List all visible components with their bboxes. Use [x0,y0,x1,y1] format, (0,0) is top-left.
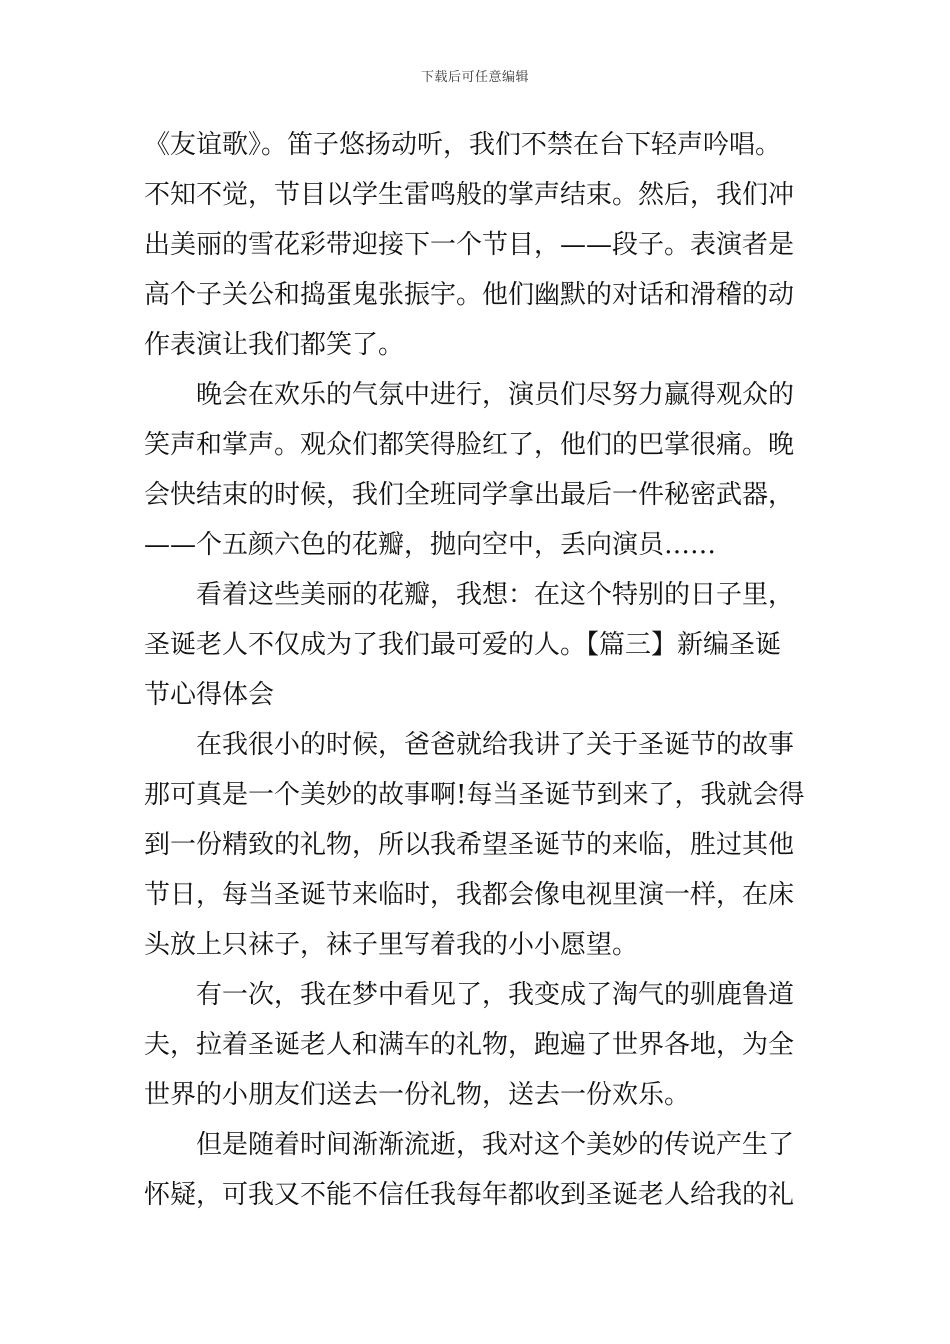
text-line: 到一份精致的礼物，所以我希望圣诞节的来临，胜过其他 [144,830,795,860]
paragraph-start-line: 但是随着时间渐渐流逝，我对这个美妙的传说产生了 [196,1130,795,1160]
text-line: 作表演让我们都笑了。 [144,330,405,360]
text-line: 《友谊歌》。笛子悠扬动听，我们不禁在台下轻声吟唱。 [144,130,782,160]
text-line: 会快结束的时候，我们全班同学拿出最后一件秘密武器， [144,480,795,510]
text-line: ——个五颜六色的花瓣，抛向空中，丢向演员…… [144,530,717,560]
text-line: 怀疑，可我又不能不信任我每年都收到圣诞老人给我的礼 [144,1180,795,1210]
text-line: 笑声和掌声。观众们都笑得脸红了，他们的巴掌很痛。晚 [144,430,795,460]
text-line: 那可真是一个美妙的故事啊!每当圣诞节到来了，我就会得 [144,780,805,810]
paragraph-start-line: 有一次，我在梦中看见了，我变成了淘气的驯鹿鲁道 [196,980,795,1010]
document-body [144,120,814,1220]
text-line: 不知不觉，节目以学生雷鸣般的掌声结束。然后，我们冲 [144,180,795,210]
text-line: 高个子关公和捣蛋鬼张振宇。他们幽默的对话和滑稽的动 [144,280,795,310]
page-header: 下载后可任意编辑 [420,70,529,85]
text-line: 头放上只袜子，袜子里写着我的小小愿望。 [144,930,639,960]
paragraph-start-line: 晚会在欢乐的气氛中进行，演员们尽努力赢得观众的 [196,380,795,410]
text-line: 世界的小朋友们送去一份礼物，送去一份欢乐。 [144,1080,691,1110]
text-line: 节心得体会 [144,680,275,710]
paragraph-start-line: 在我很小的时候，爸爸就给我讲了关于圣诞节的故事 [196,730,795,760]
text-line: 出美丽的雪花彩带迎接下一个节目，——段子。表演者是 [144,230,795,260]
text-line: 圣诞老人不仅成为了我们最可爱的人。【篇三】新编圣诞 [144,630,782,660]
text-line: 节日，每当圣诞节来临时，我都会像电视里演一样，在床 [144,880,795,910]
paragraph-start-line: 看着这些美丽的花瓣，我想：在这个特别的日子里， [196,580,795,610]
text-line: 夫，拉着圣诞老人和满车的礼物，跑遍了世界各地，为全 [144,1030,795,1060]
